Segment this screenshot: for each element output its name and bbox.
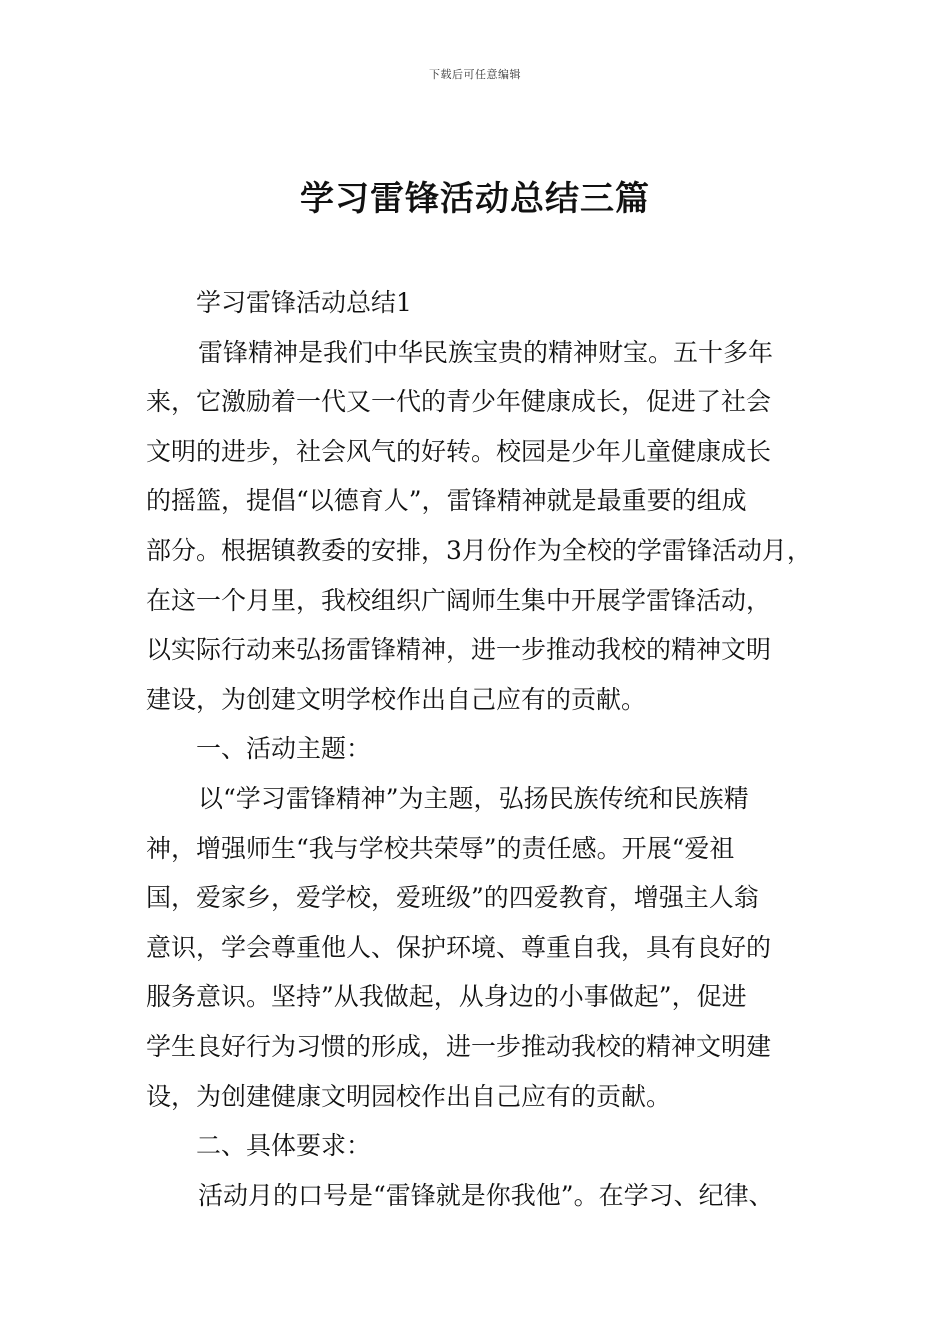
paragraph-line: 来，它激励着一代又一代的青少年健康成长，促进了社会 — [146, 387, 772, 417]
paragraph-line: 国，爱家乡，爱学校，爱班级”的四爱教育，增强主人翁 — [146, 883, 759, 913]
paragraph-line: 以实际行动来弘扬雷锋精神，进一步推动我校的精神文明 — [146, 635, 772, 665]
section-heading: 一、活动主题： — [196, 734, 372, 764]
paragraph-line: 学生良好行为习惯的形成，进一步推动我校的精神文明建 — [146, 1031, 772, 1061]
paragraph-line: 雷锋精神是我们中华民族宝贵的精神财宝。五十多年 — [198, 337, 774, 367]
document-title: 学习雷锋活动总结三篇 — [300, 179, 650, 219]
paragraph-line: 神，增强师生“我与学校共荣辱”的责任感。开展“爱祖 — [146, 833, 735, 863]
section-heading: 学习雷锋活动总结1 — [196, 288, 412, 317]
paragraph-line: 的摇篮，提倡“以德育人”，雷锋精神就是最重要的组成 — [146, 486, 747, 516]
paragraph-line: 服务意识。坚持”从我做起，从身边的小事做起”，促进 — [146, 982, 747, 1012]
paragraph-line: 部分。根据镇教委的安排，3月份作为全校的学雷锋活动月， — [146, 535, 812, 565]
paragraph-line: 以“学习雷锋精神”为主题，弘扬民族传统和民族精 — [198, 783, 749, 813]
paragraph-line: 建设，为创建文明学校作出自己应有的贡献。 — [146, 684, 647, 714]
header-note: 下载后可任意编辑 — [429, 68, 521, 81]
paragraph-line: 意识，学会尊重他人、保护环境、尊重自我，具有良好的 — [146, 932, 772, 962]
section-heading: 二、具体要求： — [196, 1131, 372, 1161]
document-body — [146, 278, 822, 1220]
paragraph-line: 文明的进步，社会风气的好转。校园是少年儿童健康成长 — [146, 436, 772, 466]
paragraph-line: 设，为创建健康文明园校作出自己应有的贡献。 — [146, 1081, 672, 1111]
paragraph-line: 在这一个月里，我校组织广阔师生集中开展学雷锋活动， — [146, 585, 772, 615]
paragraph-line: 活动月的口号是“雷锋就是你我他”。在学习、纪律、 — [198, 1180, 774, 1210]
